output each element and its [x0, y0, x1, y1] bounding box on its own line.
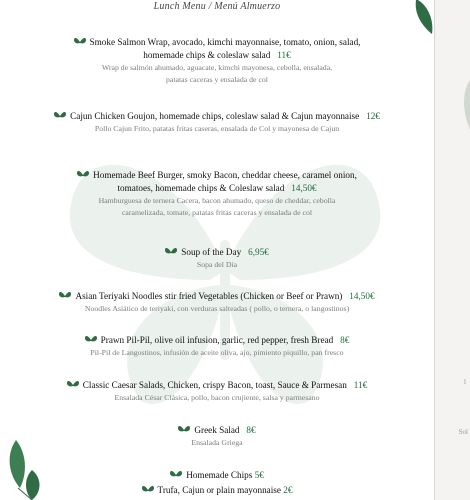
item-price: 11€: [277, 50, 291, 60]
menu-header: Lunch Menu / Menú Almuerzo: [153, 1, 281, 12]
item-translation-line2: patatas caceras y ensalada de col: [166, 75, 268, 84]
item-translation: Ensalada César Clásica, pollo, bacon crujiente, salsa y parmesano: [114, 393, 320, 402]
item-title: Homemade Chips: [186, 470, 253, 480]
item-price: 5€: [254, 470, 264, 480]
item-price: 12€: [366, 111, 380, 121]
item-translation: Sopa del Día: [196, 260, 238, 269]
butterfly-icon: [67, 380, 79, 389]
item-price: 8€: [246, 425, 256, 435]
butterfly-icon: [54, 111, 66, 120]
butterfly-icon: [74, 37, 86, 46]
item-price: 2€: [283, 485, 293, 495]
item-title: Cajun Chicken Goujon, homemade chips, coleslaw salad & Cajun mayonnaise: [70, 111, 360, 121]
item-translation: Pil-Pil de Langostinos, infusión de aceite oliva, ajo, pimiento piquillo, pan fresco: [90, 348, 344, 357]
item-title-line2: homemade chips & coleslaw salad: [143, 50, 271, 60]
adjacent-page-text: Sol: [458, 428, 468, 436]
item-price: 14,50€: [349, 291, 375, 301]
item-price: 14,50€: [291, 183, 317, 193]
item-title: Asian Teriyaki Noodles stir fried Vegetables (Chicken or Beef or Prawn): [75, 291, 343, 301]
menu-item-salmon-wrap: [0, 36, 434, 86]
menu-item-teriyaki-noodles: [0, 290, 434, 315]
butterfly-icon: [170, 470, 182, 479]
menu-item-cajun-chicken: [0, 110, 434, 135]
item-title: Greek Salad: [194, 425, 240, 435]
item-translation: Wrap de salmón ahumado, aguacate, kimchi mayonesa, cebolla, ensalada,: [101, 63, 333, 72]
item-translation-line2: caramelizada, tomate, patatas fritas caceras y ensalada de col: [121, 208, 313, 217]
menu-item-beef-burger: [0, 169, 434, 219]
butterfly-icon: [165, 247, 177, 256]
butterfly-icon: [142, 485, 154, 494]
item-title: Smoke Salmon Wrap, avocado, kimchi mayonnaise, tomato, onion, salad,: [89, 37, 361, 47]
butterfly-icon: [178, 425, 190, 434]
item-translation: Ensalada Griega: [191, 438, 243, 447]
menu-item-caesar-salad: [0, 379, 434, 404]
item-title: Prawn Pil-Pil, olive oil infusion, garlic, red pepper, fresh Bread: [100, 335, 334, 345]
item-price: 8€: [340, 335, 350, 345]
item-title: Homemade Beef Burger, smoky Bacon, cheddar cheese, caramel onion,: [93, 170, 357, 180]
butterfly-icon: [85, 335, 97, 344]
menu-item-homemade-chips: [0, 469, 434, 482]
item-translation: Noodles Asiático de teriyaki, con verduras salteadas ( pollo, o ternera, o langostinos): [84, 304, 350, 313]
butterfly-icon: [77, 170, 89, 179]
item-title: Trufa, Cajun or plain mayonnaise: [157, 485, 281, 495]
menu-item-mayonnaise: [0, 484, 434, 497]
item-price: 11€: [353, 380, 368, 390]
menu-item-prawn-pilpil: [0, 334, 434, 359]
adjacent-page-text: l: [464, 378, 466, 386]
item-title: Soup of the Day: [181, 247, 242, 257]
item-title: Classic Caesar Salads, Chicken, crispy Bacon, toast, Sauce & Parmesan: [82, 380, 347, 390]
butterfly-icon: [59, 291, 71, 300]
adjacent-page-leaf-icon: [456, 80, 470, 130]
item-price: 6,95€: [248, 247, 269, 257]
item-translation: Hamburguesa de ternera Cacera, bacon ahumado, queso de cheddar, cebolla: [98, 196, 336, 205]
item-title-line2: tomatoes, homemade chips & Coleslaw salad: [117, 183, 285, 193]
menu-item-soup: [0, 246, 434, 271]
item-translation: Pollo Cajun Frito, patatas fritas caseras, ensalada de Col y mayonesa de Cajun: [94, 124, 340, 133]
menu-item-greek-salad: [0, 424, 434, 449]
